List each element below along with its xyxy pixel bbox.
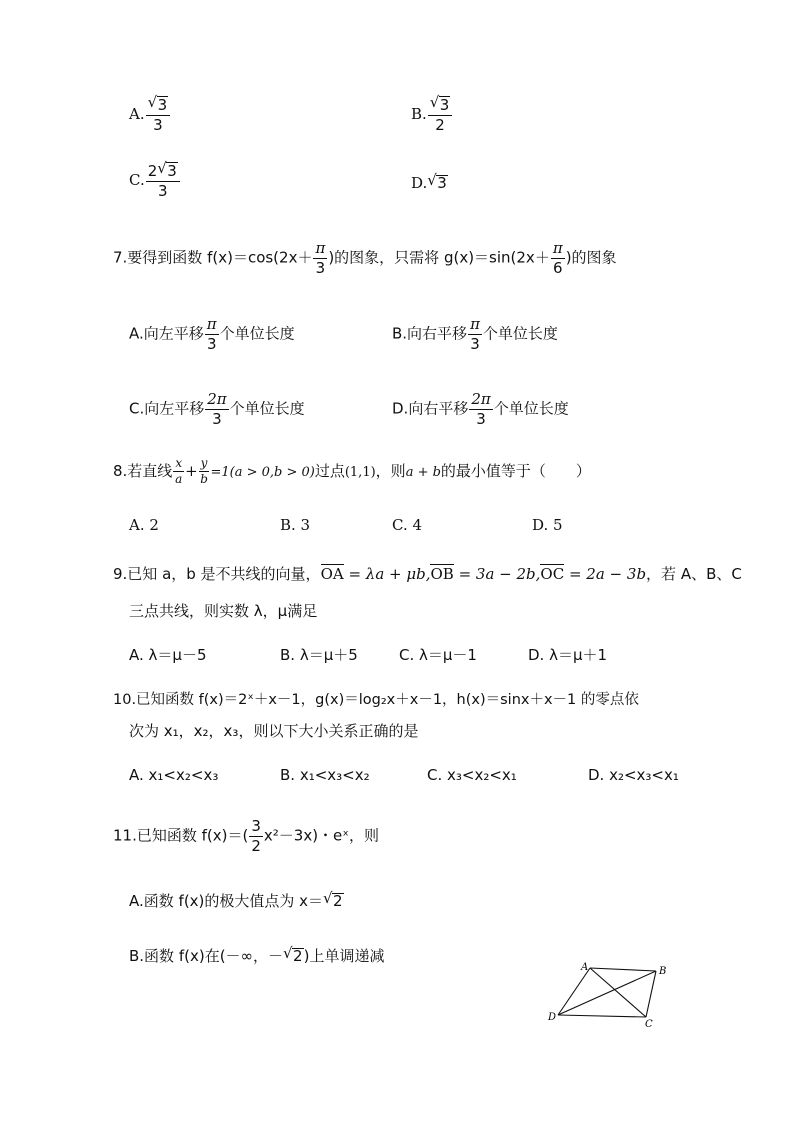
q9-option-d: D. λ＝μ＋1 <box>528 646 608 664</box>
q6-option-b <box>411 93 453 134</box>
q9-option-b: B. λ＝μ＋5 <box>280 646 358 664</box>
q8-option-c: C. 4 <box>392 516 423 534</box>
option-label: B. <box>411 105 427 123</box>
q9-stem-line2: 三点共线，则实数 λ，μ满足 <box>129 602 318 620</box>
sqrt: √ 3 <box>157 159 177 180</box>
q8-option-b: B. 3 <box>280 516 311 534</box>
fraction: $\frac{2\pi}{3}$ <box>471 390 491 428</box>
sqrt: √ 3 <box>427 171 447 192</box>
q7-option-b: B.向右平移 $\frac{\pi}{3}$ 个单位长度 <box>392 315 558 353</box>
q7-option-d: D.向右平移 $\frac{2\pi}{3}$ 个单位长度 <box>392 390 569 428</box>
vector-oa: OA <box>320 565 344 583</box>
q10-stem-line2: 次为 x₁，x₂，x₃，则以下大小关系正确的是 <box>129 722 419 740</box>
vector-oc: OC <box>540 565 565 583</box>
q6-option-a <box>129 93 171 134</box>
edge-cd <box>558 1015 646 1017</box>
q6-option-c <box>129 159 181 200</box>
fraction: 2 √ 3 3 <box>146 162 180 199</box>
fraction: $\frac{\pi}{3}$ <box>206 315 217 353</box>
q10-option-a: A. x₁<x₂<x₃ <box>129 766 219 784</box>
q8-option-d: D. 5 <box>532 516 563 534</box>
sqrt: √ 3 <box>429 93 450 114</box>
fraction: $\frac{\pi}{3}$ <box>470 315 480 353</box>
q11-stem: 11.已知函数 f(x)＝( $\frac{3}{2}$ x²－3x)・eˣ，则 <box>113 817 379 855</box>
edge-bc <box>646 971 656 1017</box>
fraction: $\frac{3}{2}$ <box>251 817 261 855</box>
fraction: $\frac{\pi}{6}$ <box>552 239 563 277</box>
q11-option-b: B.函数 f(x)在(－∞，－ √ 2)上单调递减 <box>129 944 385 965</box>
q10-option-b: B. x₁<x₃<x₂ <box>280 766 370 784</box>
diagonal-ac <box>590 968 646 1017</box>
q10-option-c: C. x₃<x₂<x₁ <box>427 766 517 784</box>
q10-option-d: D. x₂<x₃<x₁ <box>588 766 679 784</box>
q8-option-a: A. 2 <box>129 516 159 534</box>
fraction: √ 3 3 <box>146 96 171 133</box>
parallelogram-figure <box>540 958 680 1030</box>
sqrt: √ 2 <box>323 889 343 910</box>
fraction: $\frac{y}{b}$ <box>200 456 208 487</box>
fraction: $\frac{2\pi}{3}$ <box>207 390 227 428</box>
vertex-label-a: A <box>581 962 589 973</box>
option-label: C. <box>129 171 145 189</box>
fraction: $\frac{x}{a}$ <box>175 456 183 487</box>
q6-option-d <box>411 171 448 192</box>
q9-stem-line1: 9.已知 a，b 是不共线的向量，OA = λa + μb,OB = 3a − 2b,OC = 2a − 3b，若 A、B、C <box>113 565 742 583</box>
fraction: $\frac{\pi}{3}$ <box>315 239 326 277</box>
q7-stem: 7.要得到函数 f(x)＝cos(2x＋ $\frac{\pi}{3}$ )的图象，只需将 g(x)＝sin(2x＋ $\frac{\pi}{6}$ )的图象 <box>113 239 617 277</box>
q7-option-c: C.向左平移 $\frac{2\pi}{3}$ 个单位长度 <box>129 390 305 428</box>
fraction: √ 3 2 <box>428 96 453 133</box>
sqrt: √ 3 <box>147 93 168 114</box>
sqrt: √ 2 <box>283 944 303 965</box>
q10-stem-line1: 10.已知函数 f(x)＝2ˣ＋x－1，g(x)＝log₂x＋x－1，h(x)＝sinx＋x－1 的零点依 <box>113 692 639 708</box>
q11-option-a: A.函数 f(x)的极大值点为 x＝ √ 2 <box>129 889 343 910</box>
vertex-label-b: B <box>659 966 667 977</box>
q8-stem: 8.若直线 $\frac{x}{a}$ + $\frac{y}{b}$ =1(a > 0,b > 0)过点(1,1)，则a + b的最小值等于（ ） <box>113 456 591 487</box>
vector-ob: OB <box>430 565 454 583</box>
vertex-label-d: D <box>548 1012 557 1023</box>
edge-ab <box>590 968 656 971</box>
option-label: A. <box>129 105 145 123</box>
q7-option-a: A.向左平移 $\frac{\pi}{3}$ 个单位长度 <box>129 315 295 353</box>
option-label: D. <box>411 174 428 192</box>
vertex-label-c: C <box>645 1019 653 1030</box>
q9-option-a: A. λ＝μ－5 <box>129 646 207 664</box>
q9-option-c: C. λ＝μ－1 <box>399 646 477 664</box>
